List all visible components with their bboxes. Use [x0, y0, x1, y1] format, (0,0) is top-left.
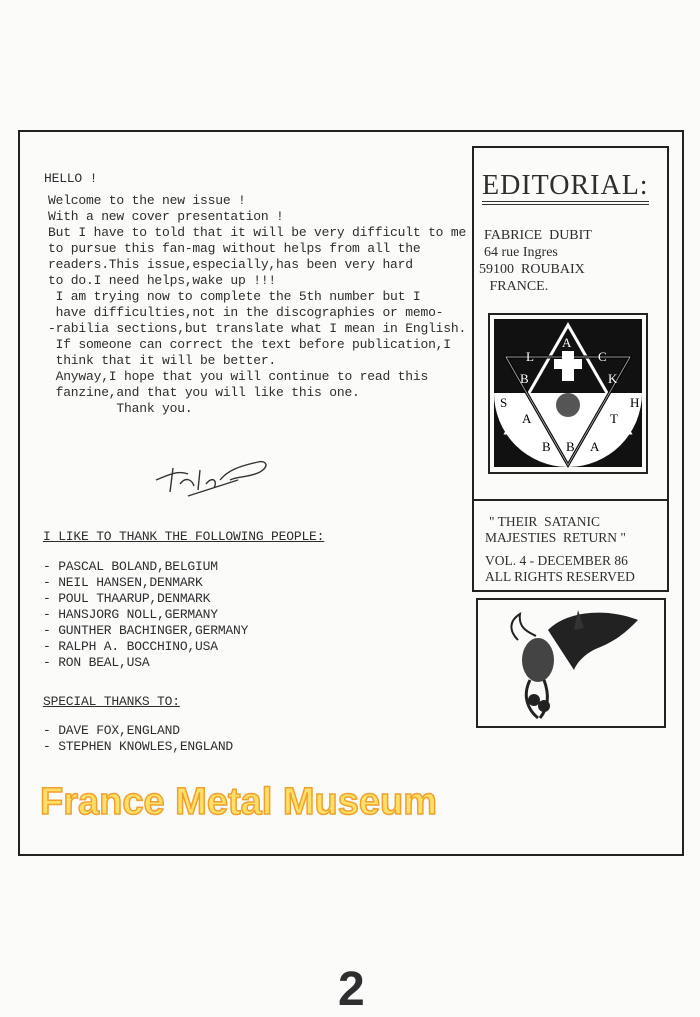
sigil-letter: B: [542, 439, 551, 454]
sigil-letter: T: [610, 411, 618, 426]
letter-line: to do.I need helps,wake up !!!: [48, 273, 277, 288]
list-item: - RALPH A. BOCCHINO,USA: [43, 639, 218, 654]
letter-line: readers.This issue,especially,has been very hard: [48, 257, 413, 272]
signature: [148, 440, 278, 500]
letter-line: Anyway,I hope that you will continue to read this: [48, 369, 429, 384]
special-thanks-heading: SPECIAL THANKS TO:: [43, 694, 180, 709]
sigil-letter: K: [608, 371, 618, 386]
editorial-title: EDITORIAL:: [482, 171, 649, 205]
thanks-heading: I LIKE TO THANK THE FOLLOWING PEOPLE:: [43, 529, 325, 544]
address-line: 59100 ROUBAIX: [479, 262, 585, 277]
sigil-letter: C: [598, 349, 607, 364]
address-line: FRANCE.: [479, 279, 549, 294]
issue-title-line: " THEIR SATANIC: [489, 514, 601, 529]
page-number: 2: [338, 963, 365, 1016]
issue-rights: ALL RIGHTS RESERVED: [485, 569, 635, 584]
letter-line: fanzine,and that you will like this one.: [48, 385, 360, 400]
list-item: - STEPHEN KNOWLES,ENGLAND: [43, 739, 234, 754]
list-item: - HANSJORG NOLL,GERMANY: [43, 607, 218, 622]
address-line: FABRICE DUBIT: [484, 228, 592, 243]
list-item: - NEIL HANSEN,DENMARK: [43, 575, 203, 590]
letter-line: -rabilia sections,but translate what I mean in English.: [48, 321, 467, 336]
sigil-letter: L: [526, 349, 534, 364]
list-item: - RON BEAL,USA: [43, 655, 150, 670]
letter-line: With a new cover presentation !: [48, 209, 284, 224]
divider: [472, 499, 669, 501]
list-item: - POUL THAARUP,DENMARK: [43, 591, 211, 606]
watermark: France Metal Museum: [40, 781, 437, 823]
address-line: 64 rue Ingres: [484, 245, 558, 260]
letter-line: think that it will be better.: [48, 353, 277, 368]
greeting: HELLO !: [44, 171, 98, 186]
letter-line: Welcome to the new issue !: [48, 193, 246, 208]
dragon-illustration: [476, 598, 666, 728]
letter-line: to pursue this fan-mag without helps from all the: [48, 241, 421, 256]
sigil-letter: A: [562, 335, 572, 350]
sigil-letter: S: [500, 395, 508, 410]
sigil-image: [488, 313, 648, 474]
letter-line: have difficulties,not in the discographies or memo-: [48, 305, 444, 320]
sigil-letter: B: [566, 439, 575, 454]
letter-line: But I have to told that it will be very difficult to me: [48, 225, 467, 240]
list-item: - GUNTHER BACHINGER,GERMANY: [43, 623, 249, 638]
list-item: - PASCAL BOLAND,BELGIUM: [43, 559, 218, 574]
sigil-letter: A: [590, 439, 600, 454]
letter-line: Thank you.: [48, 401, 193, 416]
letter-line: If someone can correct the text before publication,I: [48, 337, 451, 352]
sigil-letter: A: [522, 411, 532, 426]
sigil-letter: B: [520, 371, 529, 386]
list-item: - DAVE FOX,ENGLAND: [43, 723, 180, 738]
issue-volume: VOL. 4 - DECEMBER 86: [485, 553, 628, 568]
issue-title-line: MAJESTIES RETURN ": [485, 530, 626, 545]
letter-line: I am trying now to complete the 5th number but I: [48, 289, 421, 304]
sigil-letter: H: [630, 395, 640, 410]
